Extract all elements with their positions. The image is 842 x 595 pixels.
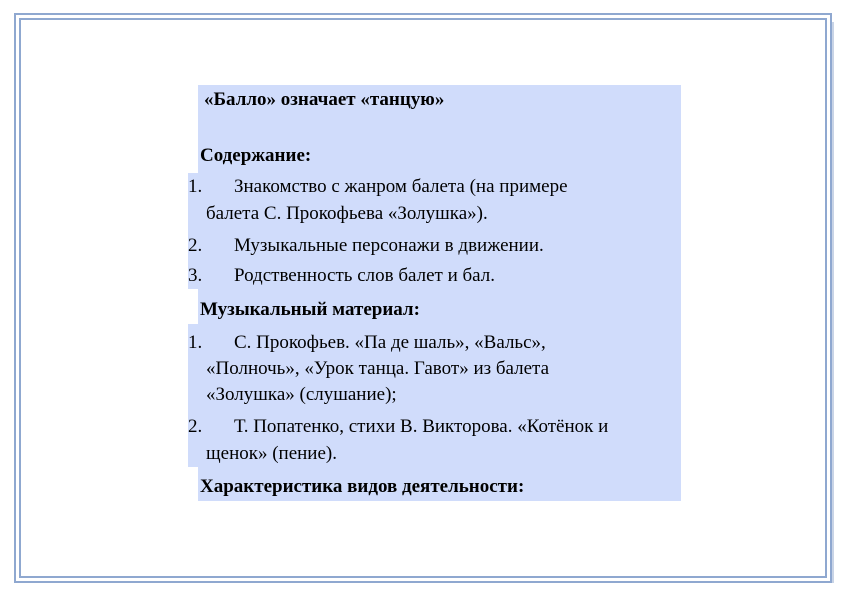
material-item-2-number: 2. xyxy=(188,416,203,437)
material-item-2-line-1: Т. Попатенко, стихи В. Викторова. «Котёнок и xyxy=(234,416,609,437)
content-item-3-number: 3. xyxy=(188,265,203,286)
content-item-1-line-2: балета С. Прокофьева «Золушка»). xyxy=(206,203,488,224)
lesson-panel xyxy=(188,85,681,501)
content-item-1-number: 1. xyxy=(188,176,203,197)
material-item-1-line-1: С. Прокофьев. «Па де шаль», «Вальс», xyxy=(234,332,546,353)
material-item-1-number: 1. xyxy=(188,332,203,353)
content-item-1-line-1: Знакомство с жанром балета (на примере xyxy=(234,176,568,197)
content-item-2-line-1: Музыкальные персонажи в движении. xyxy=(234,235,544,256)
material-item-2-line-2: щенок» (пение). xyxy=(206,443,337,464)
content-item-2-number: 2. xyxy=(188,235,203,256)
content-title: Содержание: xyxy=(200,145,312,166)
material-item-1-line-3: «Золушка» (слушание); xyxy=(206,384,397,405)
lesson-heading: «Балло» означает «танцую» xyxy=(204,89,445,110)
material-title: Музыкальный материал: xyxy=(200,299,420,320)
activity-title: Характеристика видов деятельности: xyxy=(200,476,525,497)
material-item-1-line-2: «Полночь», «Урок танца. Гавот» из балета xyxy=(206,358,550,379)
content-item-3-line-1: Родственность слов балет и бал. xyxy=(234,265,495,286)
